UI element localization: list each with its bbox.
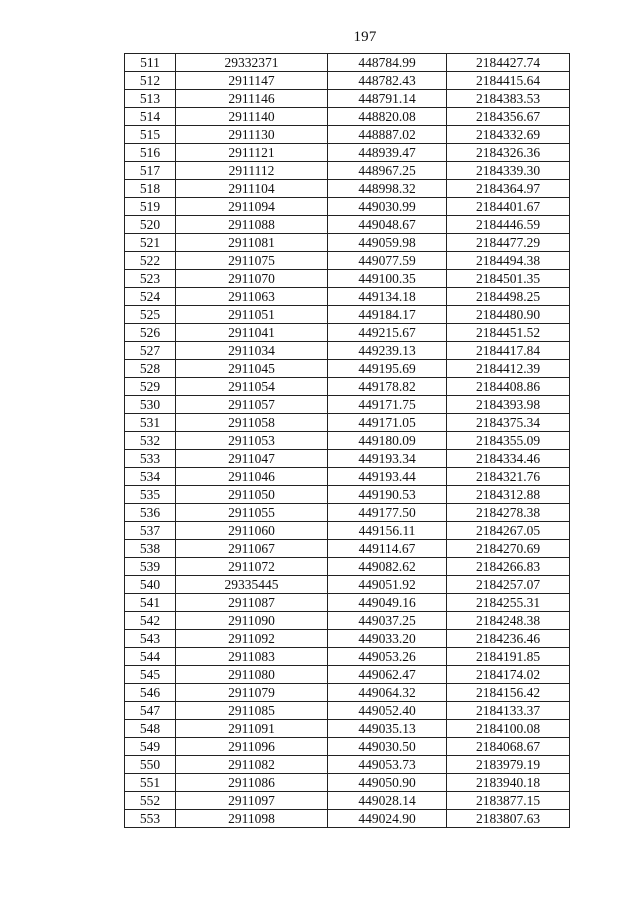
y-coordinate-cell: 2184446.59 bbox=[447, 216, 570, 234]
y-coordinate-cell: 2184498.25 bbox=[447, 288, 570, 306]
x-coordinate-cell: 449177.50 bbox=[328, 504, 447, 522]
y-coordinate-cell: 2184255.31 bbox=[447, 594, 570, 612]
y-coordinate-cell: 2183979.19 bbox=[447, 756, 570, 774]
table-row bbox=[125, 162, 570, 180]
point-id-cell: 2911146 bbox=[176, 90, 328, 108]
point-number-cell: 513 bbox=[125, 90, 176, 108]
x-coordinate-cell: 449037.25 bbox=[328, 612, 447, 630]
table-row bbox=[125, 90, 570, 108]
point-number-cell: 512 bbox=[125, 72, 176, 90]
table-row bbox=[125, 216, 570, 234]
point-id-cell: 2911087 bbox=[176, 594, 328, 612]
point-number-cell: 524 bbox=[125, 288, 176, 306]
x-coordinate-cell: 449114.67 bbox=[328, 540, 447, 558]
point-number-cell: 532 bbox=[125, 432, 176, 450]
y-coordinate-cell: 2184375.34 bbox=[447, 414, 570, 432]
point-id-cell: 2911080 bbox=[176, 666, 328, 684]
point-number-cell: 511 bbox=[125, 54, 176, 72]
x-coordinate-cell: 449100.35 bbox=[328, 270, 447, 288]
x-coordinate-cell: 449030.99 bbox=[328, 198, 447, 216]
y-coordinate-cell: 2183807.63 bbox=[447, 810, 570, 828]
table-row bbox=[125, 378, 570, 396]
table-row bbox=[125, 522, 570, 540]
point-number-cell: 541 bbox=[125, 594, 176, 612]
point-number-cell: 540 bbox=[125, 576, 176, 594]
x-coordinate-cell: 449239.13 bbox=[328, 342, 447, 360]
y-coordinate-cell: 2184326.36 bbox=[447, 144, 570, 162]
table-row bbox=[125, 234, 570, 252]
point-id-cell: 29335445 bbox=[176, 576, 328, 594]
point-id-cell: 2911130 bbox=[176, 126, 328, 144]
x-coordinate-cell: 448939.47 bbox=[328, 144, 447, 162]
point-number-cell: 538 bbox=[125, 540, 176, 558]
y-coordinate-cell: 2184477.29 bbox=[447, 234, 570, 252]
table-row bbox=[125, 450, 570, 468]
y-coordinate-cell: 2183940.18 bbox=[447, 774, 570, 792]
point-number-cell: 523 bbox=[125, 270, 176, 288]
table-row bbox=[125, 180, 570, 198]
y-coordinate-cell: 2184267.05 bbox=[447, 522, 570, 540]
table-row bbox=[125, 198, 570, 216]
y-coordinate-cell: 2184355.09 bbox=[447, 432, 570, 450]
point-id-cell: 29332371 bbox=[176, 54, 328, 72]
point-number-cell: 517 bbox=[125, 162, 176, 180]
table-row bbox=[125, 324, 570, 342]
x-coordinate-cell: 449028.14 bbox=[328, 792, 447, 810]
point-id-cell: 2911070 bbox=[176, 270, 328, 288]
y-coordinate-cell: 2184501.35 bbox=[447, 270, 570, 288]
y-coordinate-cell: 2184356.67 bbox=[447, 108, 570, 126]
x-coordinate-cell: 449193.44 bbox=[328, 468, 447, 486]
point-id-cell: 2911075 bbox=[176, 252, 328, 270]
page-number: 197 bbox=[353, 29, 377, 45]
point-id-cell: 2911092 bbox=[176, 630, 328, 648]
point-id-cell: 2911051 bbox=[176, 306, 328, 324]
y-coordinate-cell: 2184278.38 bbox=[447, 504, 570, 522]
y-coordinate-cell: 2183877.15 bbox=[447, 792, 570, 810]
point-id-cell: 2911090 bbox=[176, 612, 328, 630]
x-coordinate-cell: 449033.20 bbox=[328, 630, 447, 648]
table-row bbox=[125, 558, 570, 576]
x-coordinate-cell: 448782.43 bbox=[328, 72, 447, 90]
point-id-cell: 2911081 bbox=[176, 234, 328, 252]
y-coordinate-cell: 2184321.76 bbox=[447, 468, 570, 486]
point-number-cell: 531 bbox=[125, 414, 176, 432]
table-row bbox=[125, 630, 570, 648]
table-row bbox=[125, 774, 570, 792]
point-number-cell: 528 bbox=[125, 360, 176, 378]
y-coordinate-cell: 2184494.38 bbox=[447, 252, 570, 270]
table-row bbox=[125, 432, 570, 450]
x-coordinate-cell: 449195.69 bbox=[328, 360, 447, 378]
table-row bbox=[125, 126, 570, 144]
point-number-cell: 514 bbox=[125, 108, 176, 126]
y-coordinate-cell: 2184417.84 bbox=[447, 342, 570, 360]
table-row bbox=[125, 396, 570, 414]
table-row bbox=[125, 270, 570, 288]
table-row bbox=[125, 648, 570, 666]
x-coordinate-cell: 449053.73 bbox=[328, 756, 447, 774]
point-number-cell: 519 bbox=[125, 198, 176, 216]
table-row bbox=[125, 72, 570, 90]
table-row bbox=[125, 666, 570, 684]
y-coordinate-cell: 2184174.02 bbox=[447, 666, 570, 684]
table-row bbox=[125, 306, 570, 324]
y-coordinate-cell: 2184312.88 bbox=[447, 486, 570, 504]
x-coordinate-cell: 449035.13 bbox=[328, 720, 447, 738]
y-coordinate-cell: 2184100.08 bbox=[447, 720, 570, 738]
point-id-cell: 2911079 bbox=[176, 684, 328, 702]
point-number-cell: 549 bbox=[125, 738, 176, 756]
x-coordinate-cell: 449178.82 bbox=[328, 378, 447, 396]
table-row bbox=[125, 612, 570, 630]
point-number-cell: 520 bbox=[125, 216, 176, 234]
point-id-cell: 2911104 bbox=[176, 180, 328, 198]
coordinates-table-body bbox=[125, 54, 570, 828]
table-row bbox=[125, 144, 570, 162]
table-row bbox=[125, 108, 570, 126]
x-coordinate-cell: 449184.17 bbox=[328, 306, 447, 324]
x-coordinate-cell: 448887.02 bbox=[328, 126, 447, 144]
x-coordinate-cell: 449059.98 bbox=[328, 234, 447, 252]
y-coordinate-cell: 2184156.42 bbox=[447, 684, 570, 702]
point-number-cell: 522 bbox=[125, 252, 176, 270]
point-id-cell: 2911054 bbox=[176, 378, 328, 396]
y-coordinate-cell: 2184408.86 bbox=[447, 378, 570, 396]
y-coordinate-cell: 2184415.64 bbox=[447, 72, 570, 90]
point-id-cell: 2911082 bbox=[176, 756, 328, 774]
point-number-cell: 547 bbox=[125, 702, 176, 720]
x-coordinate-cell: 449062.47 bbox=[328, 666, 447, 684]
y-coordinate-cell: 2184334.46 bbox=[447, 450, 570, 468]
point-id-cell: 2911058 bbox=[176, 414, 328, 432]
table-row bbox=[125, 576, 570, 594]
x-coordinate-cell: 449134.18 bbox=[328, 288, 447, 306]
point-id-cell: 2911041 bbox=[176, 324, 328, 342]
point-id-cell: 2911083 bbox=[176, 648, 328, 666]
point-id-cell: 2911053 bbox=[176, 432, 328, 450]
point-id-cell: 2911140 bbox=[176, 108, 328, 126]
table-row bbox=[125, 540, 570, 558]
point-id-cell: 2911072 bbox=[176, 558, 328, 576]
y-coordinate-cell: 2184451.52 bbox=[447, 324, 570, 342]
point-id-cell: 2911060 bbox=[176, 522, 328, 540]
x-coordinate-cell: 449082.62 bbox=[328, 558, 447, 576]
point-id-cell: 2911063 bbox=[176, 288, 328, 306]
point-number-cell: 544 bbox=[125, 648, 176, 666]
y-coordinate-cell: 2184068.67 bbox=[447, 738, 570, 756]
point-number-cell: 551 bbox=[125, 774, 176, 792]
point-number-cell: 536 bbox=[125, 504, 176, 522]
table-row bbox=[125, 504, 570, 522]
y-coordinate-cell: 2184401.67 bbox=[447, 198, 570, 216]
point-id-cell: 2911088 bbox=[176, 216, 328, 234]
point-id-cell: 2911047 bbox=[176, 450, 328, 468]
x-coordinate-cell: 449052.40 bbox=[328, 702, 447, 720]
table-row bbox=[125, 486, 570, 504]
x-coordinate-cell: 449051.92 bbox=[328, 576, 447, 594]
table-row bbox=[125, 792, 570, 810]
y-coordinate-cell: 2184332.69 bbox=[447, 126, 570, 144]
x-coordinate-cell: 448784.99 bbox=[328, 54, 447, 72]
table-row bbox=[125, 756, 570, 774]
y-coordinate-cell: 2184133.37 bbox=[447, 702, 570, 720]
point-id-cell: 2911091 bbox=[176, 720, 328, 738]
point-number-cell: 537 bbox=[125, 522, 176, 540]
y-coordinate-cell: 2184383.53 bbox=[447, 90, 570, 108]
point-id-cell: 2911086 bbox=[176, 774, 328, 792]
point-id-cell: 2911045 bbox=[176, 360, 328, 378]
point-id-cell: 2911098 bbox=[176, 810, 328, 828]
point-number-cell: 516 bbox=[125, 144, 176, 162]
table-row bbox=[125, 738, 570, 756]
x-coordinate-cell: 449049.16 bbox=[328, 594, 447, 612]
point-number-cell: 527 bbox=[125, 342, 176, 360]
table-row bbox=[125, 414, 570, 432]
table-row bbox=[125, 54, 570, 72]
point-number-cell: 539 bbox=[125, 558, 176, 576]
y-coordinate-cell: 2184270.69 bbox=[447, 540, 570, 558]
point-id-cell: 2911121 bbox=[176, 144, 328, 162]
table-row bbox=[125, 342, 570, 360]
y-coordinate-cell: 2184339.30 bbox=[447, 162, 570, 180]
x-coordinate-cell: 449064.32 bbox=[328, 684, 447, 702]
point-id-cell: 2911094 bbox=[176, 198, 328, 216]
coordinates-table bbox=[124, 53, 570, 828]
y-coordinate-cell: 2184412.39 bbox=[447, 360, 570, 378]
table-row bbox=[125, 702, 570, 720]
y-coordinate-cell: 2184191.85 bbox=[447, 648, 570, 666]
point-number-cell: 548 bbox=[125, 720, 176, 738]
y-coordinate-cell: 2184257.07 bbox=[447, 576, 570, 594]
point-number-cell: 533 bbox=[125, 450, 176, 468]
x-coordinate-cell: 448791.14 bbox=[328, 90, 447, 108]
point-number-cell: 526 bbox=[125, 324, 176, 342]
point-id-cell: 2911055 bbox=[176, 504, 328, 522]
point-number-cell: 529 bbox=[125, 378, 176, 396]
y-coordinate-cell: 2184248.38 bbox=[447, 612, 570, 630]
point-number-cell: 515 bbox=[125, 126, 176, 144]
y-coordinate-cell: 2184266.83 bbox=[447, 558, 570, 576]
point-number-cell: 534 bbox=[125, 468, 176, 486]
table-row bbox=[125, 684, 570, 702]
point-id-cell: 2911097 bbox=[176, 792, 328, 810]
x-coordinate-cell: 449190.53 bbox=[328, 486, 447, 504]
x-coordinate-cell: 449171.05 bbox=[328, 414, 447, 432]
table-row bbox=[125, 288, 570, 306]
table-row bbox=[125, 594, 570, 612]
x-coordinate-cell: 449215.67 bbox=[328, 324, 447, 342]
point-id-cell: 2911147 bbox=[176, 72, 328, 90]
point-number-cell: 518 bbox=[125, 180, 176, 198]
y-coordinate-cell: 2184364.97 bbox=[447, 180, 570, 198]
point-number-cell: 550 bbox=[125, 756, 176, 774]
point-id-cell: 2911067 bbox=[176, 540, 328, 558]
point-id-cell: 2911050 bbox=[176, 486, 328, 504]
point-number-cell: 521 bbox=[125, 234, 176, 252]
point-number-cell: 545 bbox=[125, 666, 176, 684]
x-coordinate-cell: 449180.09 bbox=[328, 432, 447, 450]
y-coordinate-cell: 2184236.46 bbox=[447, 630, 570, 648]
y-coordinate-cell: 2184393.98 bbox=[447, 396, 570, 414]
point-id-cell: 2911085 bbox=[176, 702, 328, 720]
point-number-cell: 542 bbox=[125, 612, 176, 630]
x-coordinate-cell: 449171.75 bbox=[328, 396, 447, 414]
x-coordinate-cell: 448967.25 bbox=[328, 162, 447, 180]
point-number-cell: 552 bbox=[125, 792, 176, 810]
point-number-cell: 543 bbox=[125, 630, 176, 648]
x-coordinate-cell: 449024.90 bbox=[328, 810, 447, 828]
table-row bbox=[125, 360, 570, 378]
table-row bbox=[125, 810, 570, 828]
x-coordinate-cell: 449050.90 bbox=[328, 774, 447, 792]
table-row bbox=[125, 252, 570, 270]
x-coordinate-cell: 449193.34 bbox=[328, 450, 447, 468]
x-coordinate-cell: 449156.11 bbox=[328, 522, 447, 540]
y-coordinate-cell: 2184427.74 bbox=[447, 54, 570, 72]
point-id-cell: 2911112 bbox=[176, 162, 328, 180]
x-coordinate-cell: 449077.59 bbox=[328, 252, 447, 270]
point-id-cell: 2911096 bbox=[176, 738, 328, 756]
x-coordinate-cell: 449053.26 bbox=[328, 648, 447, 666]
y-coordinate-cell: 2184480.90 bbox=[447, 306, 570, 324]
point-number-cell: 525 bbox=[125, 306, 176, 324]
table-row bbox=[125, 720, 570, 738]
point-id-cell: 2911046 bbox=[176, 468, 328, 486]
x-coordinate-cell: 448820.08 bbox=[328, 108, 447, 126]
point-number-cell: 535 bbox=[125, 486, 176, 504]
x-coordinate-cell: 449048.67 bbox=[328, 216, 447, 234]
x-coordinate-cell: 449030.50 bbox=[328, 738, 447, 756]
x-coordinate-cell: 448998.32 bbox=[328, 180, 447, 198]
point-id-cell: 2911034 bbox=[176, 342, 328, 360]
point-number-cell: 553 bbox=[125, 810, 176, 828]
point-number-cell: 546 bbox=[125, 684, 176, 702]
table-row bbox=[125, 468, 570, 486]
point-id-cell: 2911057 bbox=[176, 396, 328, 414]
point-number-cell: 530 bbox=[125, 396, 176, 414]
